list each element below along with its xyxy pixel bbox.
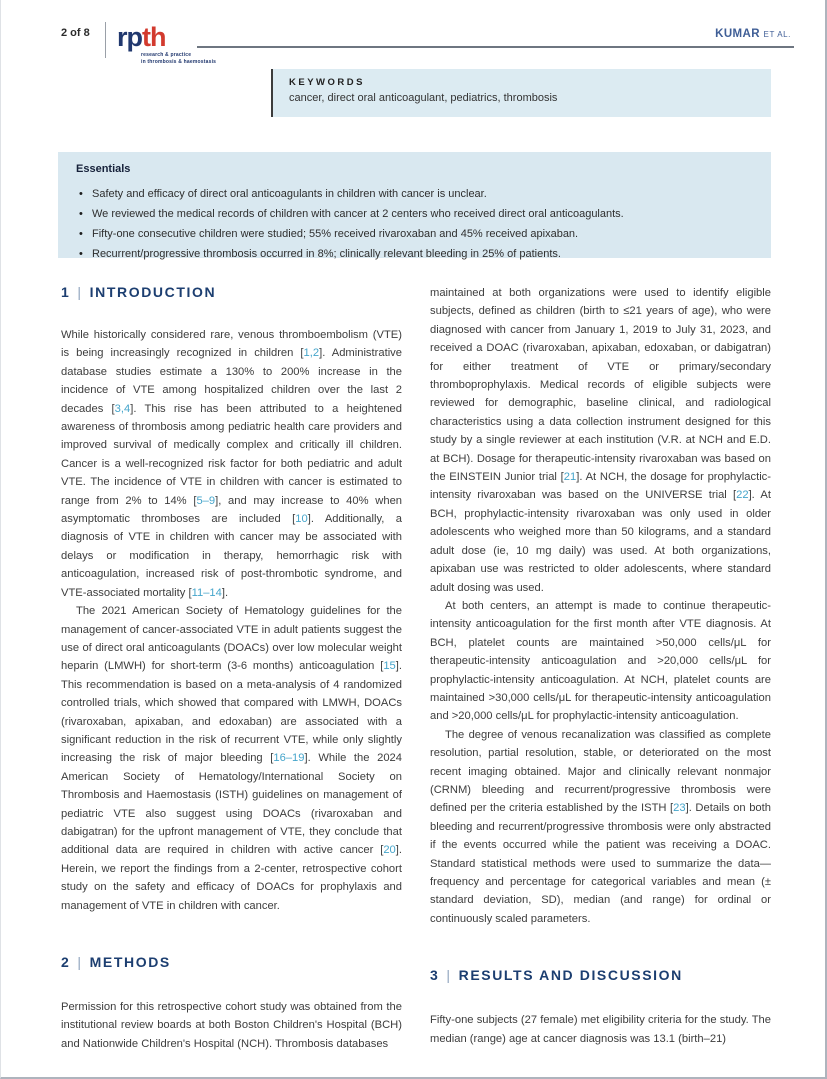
paragraph-intro-1: While historically considered rare, venous thromboembolism (VTE) is being increasingly recognized in children [1,2]. Administrative database studies estimate a 130% to 200% increase in the incidence of VTE among hospitalized children over the last 2 decades [3,4]. This rise has been attributed to a heightened awareness of thrombosis among pediatric health care providers and improved survival of medically complex and critically ill children. Cancer is a well-recognized risk factor for both pediatric and adult VTE. The incidence of VTE in children with cancer is estimated to range from 2% to 14% [5–9], and may increase to 40% when asymptomatic thromboses are included [10]. Additionally, a diagnosis of VTE in children with cancer may be associated with delays or modification in therapy, hemorrhagic risk with anticoagulation, increased risk of post-thrombotic syndrome, and VTE-associated mortality [11–14]. [61,329,403,599]
keywords-text: cancer, direct oral anticoagulant, pediatrics, thrombosis [289,92,558,104]
section-pipe: | [77,954,83,970]
section-heading-methods [61,954,402,970]
section-title: INTRODUCTION [89,284,217,300]
citation-link[interactable]: 11–14 [191,586,222,599]
paragraph-methods-3: At both centers, an attempt is made to continue therapeutic-intensity anticoagulation for the first month after VTE diagnosis. At BCH, platelet counts are maintained >50,000 cells/μL for therapeutic-intensity anticoagulation and >20,000 cells/μL for prophylactic-intensity anticoagulation. At NCH, platelet counts are maintained >30,000 cells/μL for therapeutic-intensity anticoagulation and >20,000 cells/μL for prophylactic-intensity anticoagulation. [430,599,771,723]
article-body [61,284,771,1053]
citation-link[interactable]: 15 [383,660,396,673]
citation-link[interactable]: 22 [736,489,749,502]
citation-link[interactable]: 10 [295,513,308,526]
section-pipe: | [77,284,83,300]
essentials-item: • Recurrent/progressive thrombosis occurred in 8%; clinically relevant bleeding in 25% of patients. [76,244,753,264]
keywords-label: KEYWORDS [289,77,365,88]
keywords-box [273,69,771,117]
section-pipe: | [446,967,452,984]
journal-logo [117,24,216,65]
logo-tagline-line2: in thrombosis & haemostasis [141,59,217,65]
essentials-title: Essentials [76,163,131,175]
essentials-item: • Fifty-one consecutive children were studied; 55% received rivaroxaban and 45% received apixaban. [76,224,753,244]
section-number: 1 [61,284,71,300]
citation-link[interactable]: 16–19 [273,752,305,765]
running-head-author [715,28,791,40]
section-title: RESULTS AND DISCUSSION [458,967,683,984]
section-title: METHODS [89,954,171,970]
citation-link[interactable]: 5–9 [196,494,216,507]
header-divider [105,22,106,58]
citation-link[interactable]: 20 [383,844,396,857]
section-heading-introduction [61,284,402,300]
paragraph-methods-4: The degree of venous recanalization was classified as complete resolution, partial resolution, stable, or deteriorated on the most recent imaging obtained. Major and clinically relevant nonmajor (CRNM) bleeding and recurrent/progressive thrombosis were defined per the criteria established by the ISTH [23]. Details on both bleeding and recurrent/progressive thrombosis were only abstracted if the events occurred while the patient was receiving a DOAC. Standard statistical methods were used to summarize the data—frequency and percentage for categorical variables and mean (± standard deviation, SD), median (and range) for ordinal or continuously scaled parameters. [430,728,771,925]
essentials-item: • We reviewed the medical records of children with cancer at 2 centers who received direct oral anticoagulants. [76,204,753,224]
paragraph-methods-1: Permission for this retrospective cohort study was obtained from the institutional review boards at both Boston Children's Hospital (BCH) and Nationwide Children's Hospital (NCH). Thrombosis databases [61,1001,402,1050]
paragraph-results-1: Fifty-one subjects (27 female) met eligibility criteria for the study. The median (range) age at cancer diagnosis was 13.1 (birth–21) [430,1014,771,1045]
column-right [430,284,771,1053]
logo-rp: rp [117,22,142,52]
citation-link[interactable]: 21 [563,471,577,484]
page-number-label: 2 of 8 [61,27,90,39]
paragraph-intro-2: The 2021 American Society of Hematology guidelines for the management of cancer-associated VTE in adult patients suggest the use of direct oral anticoagulants (DOACs) over low molecular weight heparin (LMWH) for short-term (3-6 months) anticoagulation [15]. This recommendation is based on a meta-analysis of 4 randomized controlled trials, which showed that compared with LMWH, DOACs (rivaroxaban, apixaban, and edoxaban) are associated with a significant reduction in the risk of recurrent VTE, while only slightly increasing the risk of major bleeding [16–19]. While the 2024 American Society of Hematology/International Society on Thrombosis and Haemostasis (ISTH) guidelines on management of pediatric VTE also suggest using DOACs (rivaroxaban and dabigatran) for the upfront management of VTE, they conclude that additional data are required in children with active cancer [20]. Herein, we report the findings from a 2-center, retrospective cohort study on the safety and efficacy of DOACs for prophylaxis and management of VTE in children with cancer. [61,605,402,912]
citation-link[interactable]: 1,2 [303,347,320,360]
essentials-box [58,152,771,258]
header-rule [197,46,794,48]
essentials-list [76,184,753,264]
essentials-item: • Safety and efficacy of direct oral anticoagulants in children with cancer is unclear. [76,184,753,204]
column-left [61,284,402,1053]
logo-tagline-line1: research & practice [141,52,192,58]
running-head-surname: KUMAR [715,28,760,40]
section-heading-results [430,967,771,983]
citation-link[interactable]: 3,4 [114,402,131,415]
logo-th: th [142,22,166,52]
logo-wordmark [117,22,165,52]
citation-link[interactable]: 23 [673,802,686,815]
section-number: 3 [430,967,440,984]
section-number: 2 [61,954,71,970]
running-head-etal: ET AL. [763,30,791,39]
paragraph-methods-2: maintained at both organizations were used to identify eligible subjects, defined as children (birth to ≤21 years of age), who were diagnosed with cancer from January 1, 2019 to July 31, 2023, and received a DOAC (rivaroxaban, apixaban, edoxaban, or dabigatran) for either treatment of VTE or primary/secondary thromboprophylaxis. Medical records of eligible subjects were reviewed for demographic, baseline clinical, and radiological characteristics using a data collection instrument designed for this study by a single reviewer at each institution (V.R. at NCH and E.D. at BCH). Dosage for therapeutic-intensity rivaroxaban was based on the EINSTEIN Junior trial [21]. At NCH, the dosage for prophylactic-intensity rivaroxaban was based on the UNIVERSE trial [22]. At BCH, prophylactic-intensity rivaroxaban was only used in older adolescents who weighed more than 50 kilograms, and a standard adult dose (ie, 10 mg daily) was used. At both organizations, apixaban use was restricted to older adolescents, where standard adult dosing was used. [430,287,772,594]
